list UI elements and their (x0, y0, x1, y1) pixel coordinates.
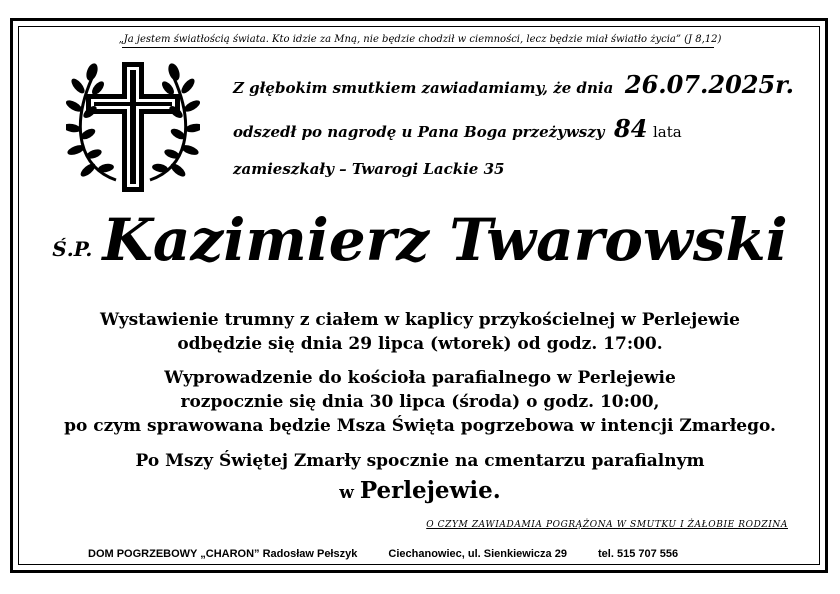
bible-quote: „Ja jestem światłością świata. Kto idzie za Mną, nie będzie chodził w ciemności, lecz będzie miał światło życia” (J 8,12) (118, 34, 722, 45)
funeral-home: DOM POGRZEBOWY „CHARON” Radosław Pełszyk (88, 548, 358, 560)
cross-with-laurel-wreath-icon (66, 56, 200, 196)
deceased-name: Kazimierz Twarowski (102, 206, 788, 274)
residence-line (233, 159, 504, 178)
funeral-home-phone: tel. 515 707 556 (598, 548, 679, 560)
burial-line-1: Po Mszy Świętej Zmarły spocznie na cmentarzu parafialnym (135, 451, 705, 471)
footer (88, 548, 706, 560)
announcement-text: Z głębokim smutkiem zawiadamiamy, że dnia (233, 79, 614, 97)
quote-underline (122, 47, 714, 48)
burial-line-2 (0, 477, 840, 504)
age-value: 84 (614, 114, 648, 143)
deceased-prefix: Ś.P. (52, 237, 93, 261)
age-text: odszedł po nagrodę u Pana Boga przeżywszy (233, 123, 605, 141)
burial-place: Perlejewie. (359, 477, 501, 504)
procession-line-1: Wyprowadzenie do kościoła parafialnego w Perlejewie (164, 368, 676, 388)
residence-text: zamieszkały – Twarogi Lackie 35 (233, 160, 505, 178)
funeral-home-address: Ciechanowiec, ul. Sienkiewicza 29 (388, 548, 567, 560)
age-unit: lata (653, 123, 682, 141)
procession-line-3: po czym sprawowana będzie Msza Święta pogrzebowa w intencji Zmarłego. (64, 416, 776, 436)
death-date: 26.07.2025r. (624, 70, 794, 99)
procession-line-2: rozpocznie się dnia 30 lipca (środa) o godz. 10:00, (180, 392, 660, 412)
deceased-name-row (0, 206, 840, 274)
wake-line-1: Wystawienie trumny z ciałem w kaplicy przykościelnej w Perlejewie (100, 310, 740, 330)
family-note: O CZYM ZAWIADAMIA POGRĄŻONA W SMUTKU I ŻAŁOBIE RODZINA (426, 520, 788, 530)
announcement-line-date (233, 70, 794, 99)
wake-line-2: odbędzie się dnia 29 lipca (wtorek) od godz. 17:00. (177, 334, 663, 354)
announcement-line-age (233, 114, 682, 143)
burial-prefix: w (339, 483, 354, 503)
